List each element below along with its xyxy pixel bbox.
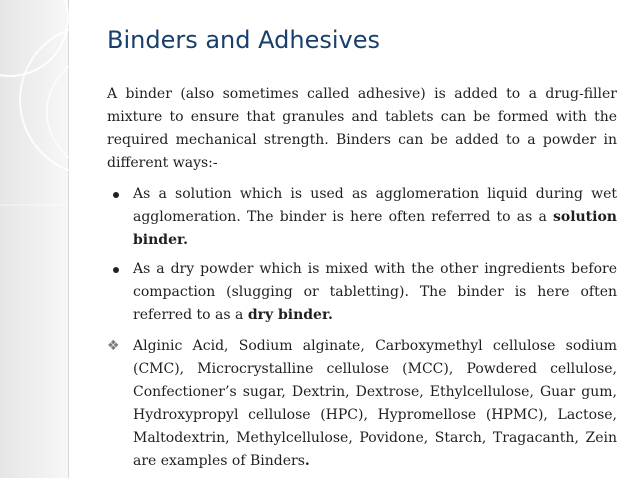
round-bullet-icon [113, 192, 119, 198]
slide-body [107, 83, 617, 473]
arc-top [0, 0, 68, 76]
bullet-text: Alginic Acid, Sodium alginate, Carboxymethyl cellulose sodium (CMC), Microcrystalline cellulose (MCC), Powdered cellulose, Confectioner’s sugar, Dextrin, Dextrose, Ethylcellulose, Guar gum, Hydroxypropyl cellulose (HPC), Hypromellose (HPMC), Lactose, Maltodextrin, Methylcellulose, Povidone, Starch, Tragacanth, Zein are examples of Binders [133, 338, 617, 469]
bullet-bold-term: solution binder. [133, 209, 617, 248]
bullet-item [107, 183, 617, 252]
bullet-text: As a dry powder which is mixed with the other ingredients before compaction (slugging or tabletting). The binder is here often referred to as a [133, 261, 617, 323]
round-bullet-icon [113, 267, 119, 273]
arc-middle [20, 25, 120, 175]
bullet-text: As a solution which is used as agglomeration liquid during wet agglomeration. The binder is here often referred to as a [133, 186, 617, 225]
bullet-bold-term: . [304, 453, 310, 469]
decorative-arcs [0, 0, 120, 478]
bullet-item [107, 258, 617, 327]
diamond-bullet-icon: ❖ [107, 338, 120, 354]
slide-title: Binders and Adhesives [107, 26, 380, 54]
bullet-bold-term: dry binder. [247, 307, 333, 323]
bullet-list [107, 183, 617, 473]
intro-paragraph: A binder (also sometimes called adhesive) is added to a drug-filler mixture to ensure that granules and tablets can be formed with the required mechanical strength. Binders can be added to a powder in different ways:- [107, 86, 617, 171]
bullet-item [107, 335, 617, 473]
